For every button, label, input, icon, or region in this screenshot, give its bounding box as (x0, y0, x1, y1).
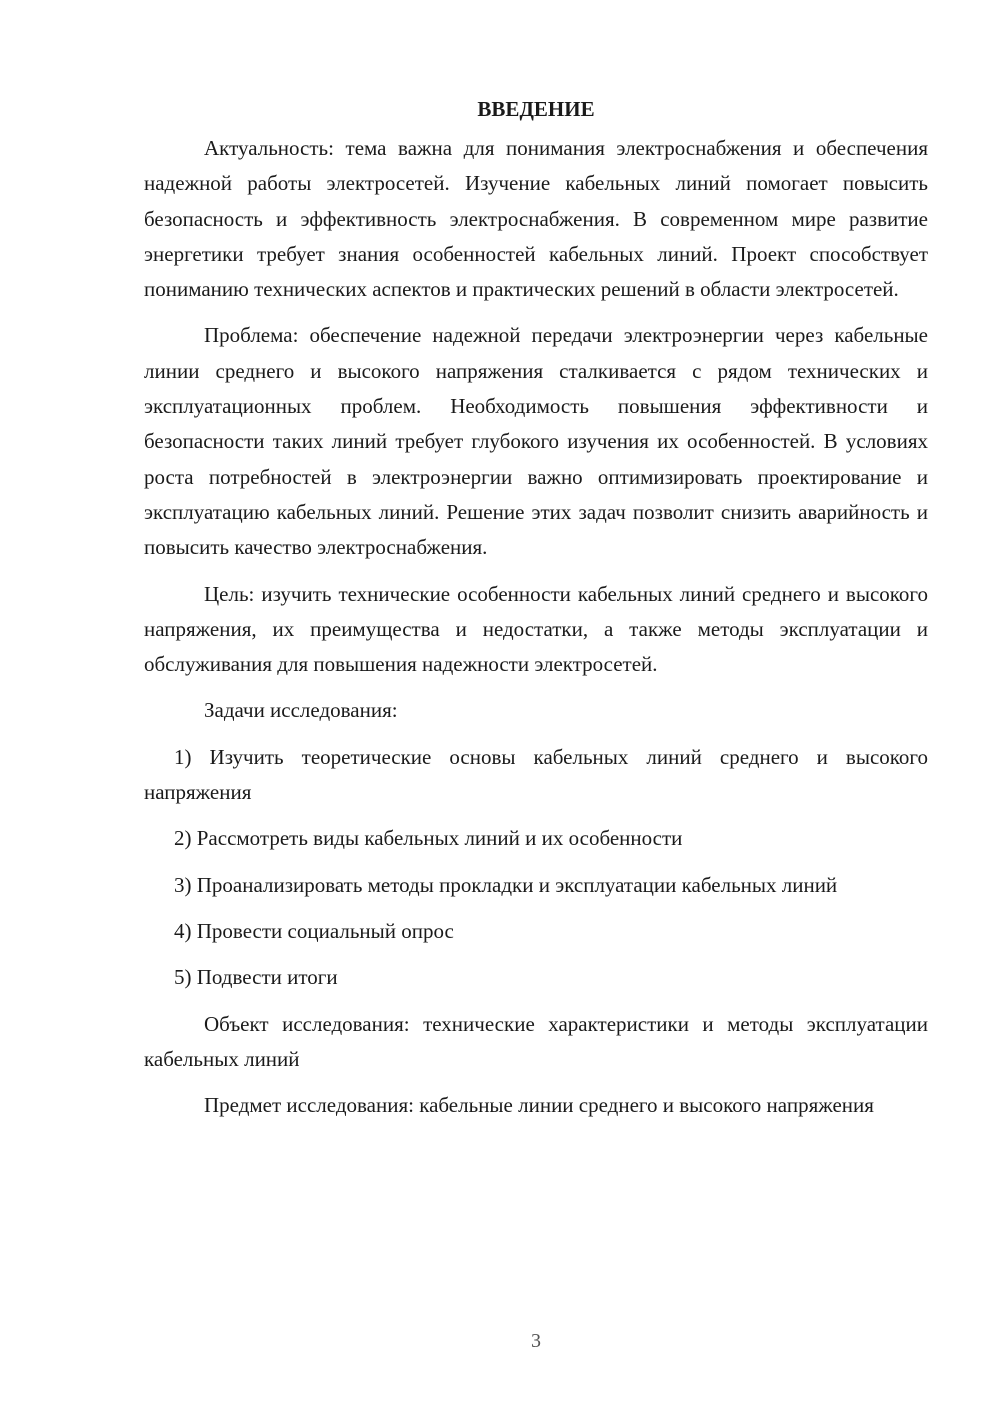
problem-paragraph: Проблема: обеспечение надежной передачи электроэнергии через кабельные линии среднего и высокого напряжения сталкивается с рядом технических и эксплуатационных проблем. Необходимость повышения эффективности и безопасности таких линий требует глубокого изучения их особенностей. В условиях роста потребностей в электроэнергии важно оптимизировать проектирование и эксплуатацию кабельных линий. Решение этих задач позволит снизить аварийность и повысить качество электроснабжения. (144, 323, 928, 560)
subject-paragraph: Предмет исследования: кабельные линии среднего и высокого напряжения (204, 1093, 874, 1118)
relevance-paragraph: Актуальность: тема важна для понимания электроснабжения и обеспечения надежной работы электросетей. Изучение кабельных линий помогает повысить безопасность и эффективность электроснабжения. В современном мире развитие энергетики требует знания особенностей кабельных линий. Проект способствует пониманию технических аспектов и практических решений в области электросетей. (144, 136, 928, 302)
list-item: 1) Изучить теоретические основы кабельных линий среднего и высокого напряжения (144, 744, 928, 805)
list-item: 5) Подвести итоги (174, 965, 338, 990)
object-paragraph: Объект исследования: технические характеристики и методы эксплуатации кабельных линий (144, 1011, 928, 1071)
page-number: 3 (531, 1330, 541, 1352)
tasks-heading: Задачи исследования: (204, 698, 398, 723)
list-item: 2) Рассмотреть виды кабельных линий и их особенности (174, 826, 683, 851)
list-item: 4) Провести социальный опрос (174, 918, 454, 943)
tasks-list (144, 740, 928, 996)
list-item: 3) Проанализировать методы прокладки и эксплуатации кабельных линий (174, 872, 838, 897)
document-page (144, 92, 928, 1134)
page-title: ВВЕДЕНИЕ (477, 97, 595, 121)
goal-paragraph: Цель: изучить технические особенности кабельных линий среднего и высокого напряжения, их преимущества и недостатки, а также методы эксплуатации и обслуживания для повышения надежности электросетей. (144, 581, 928, 677)
